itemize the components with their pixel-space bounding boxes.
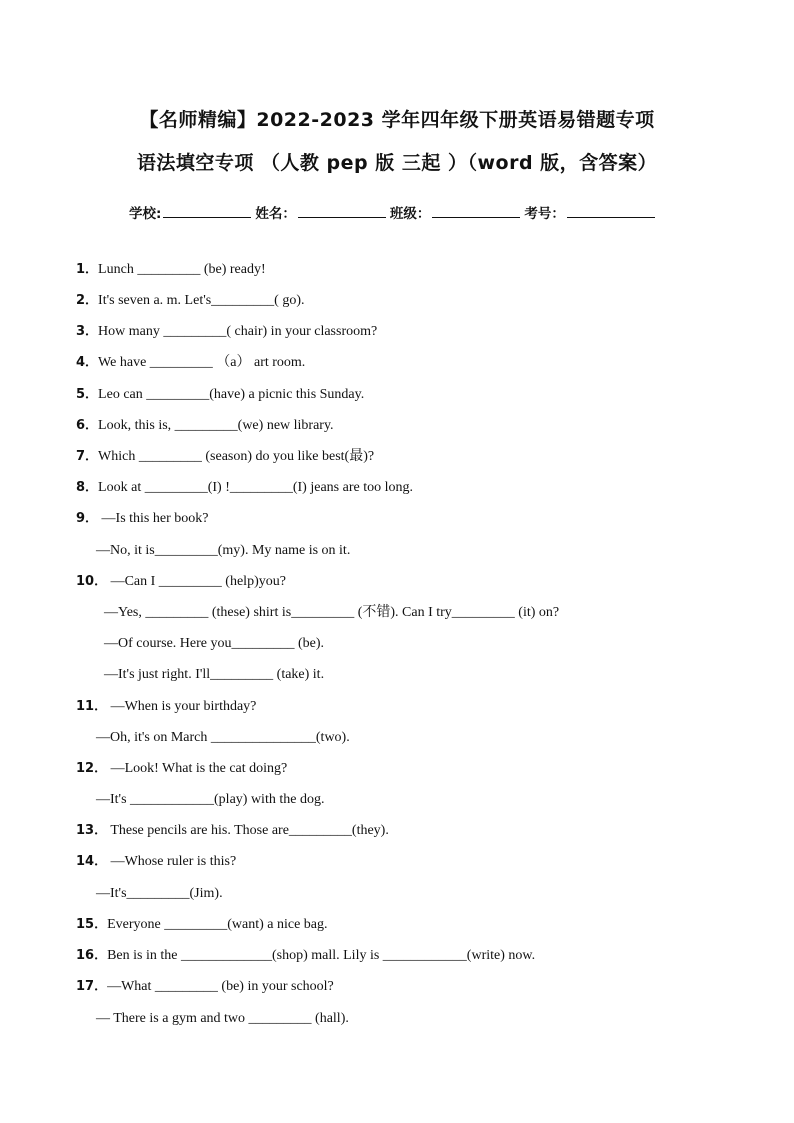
question-number: 11． bbox=[76, 699, 108, 714]
question-text: Ben is in the _____________(shop) mall. Lily is ____________(write) now. bbox=[107, 948, 536, 963]
question-number: 12． bbox=[76, 761, 108, 776]
question-text: —Oh, it's on March _______________(two). bbox=[96, 730, 350, 745]
title-line-1: 【名师精编】2022-2023 学年四年级下册英语易错题专项 bbox=[139, 109, 655, 131]
exam-number-field[interactable] bbox=[567, 204, 655, 218]
question-line bbox=[96, 1010, 349, 1028]
question-number: 6． bbox=[76, 418, 99, 433]
question-line bbox=[76, 354, 305, 372]
question-line bbox=[96, 885, 223, 903]
question-line bbox=[104, 666, 324, 684]
question-line bbox=[76, 417, 334, 435]
question-text: Look at _________(I) !_________(I) jeans are too long. bbox=[98, 480, 413, 495]
question-text: We have _________ （a） art room. bbox=[98, 355, 306, 370]
question-number: 4． bbox=[76, 355, 99, 370]
question-line bbox=[96, 542, 350, 560]
question-text: —Of course. Here you_________ (be). bbox=[104, 636, 325, 651]
question-line bbox=[76, 947, 535, 965]
question-text: —It's ____________(play) with the dog. bbox=[96, 792, 325, 807]
question-line bbox=[76, 760, 287, 778]
question-text: —Whose ruler is this? bbox=[107, 854, 237, 869]
question-number: 3． bbox=[76, 324, 99, 339]
question-text: —When is your birthday? bbox=[107, 699, 257, 714]
question-text: These pencils are his. Those are_________(they). bbox=[107, 823, 389, 838]
question-line bbox=[76, 978, 334, 996]
question-text: —Is this her book? bbox=[98, 511, 209, 526]
question-number: 5． bbox=[76, 387, 99, 402]
question-number: 16． bbox=[76, 948, 108, 963]
question-number: 2． bbox=[76, 293, 99, 308]
school-field[interactable] bbox=[163, 204, 251, 218]
name-label: 姓名： bbox=[255, 206, 296, 222]
question-text: —No, it is_________(my). My name is on it. bbox=[96, 543, 351, 558]
question-text: Look, this is, _________(we) new library. bbox=[98, 418, 334, 433]
class-field[interactable] bbox=[432, 204, 520, 218]
question-text: —Yes, _________ (these) shirt is_________ (不错). Can I try_________ (it) on? bbox=[104, 605, 560, 620]
question-line bbox=[96, 791, 324, 809]
question-text: —It's just right. I'll_________ (take) it. bbox=[104, 667, 325, 682]
question-number: 7． bbox=[76, 449, 99, 464]
question-number: 17． bbox=[76, 979, 108, 994]
question-text: Which _________ (season) do you like best(最)? bbox=[98, 449, 375, 464]
question-text: —Can I _________ (help)you? bbox=[107, 574, 286, 589]
question-number: 13． bbox=[76, 823, 108, 838]
question-number: 14． bbox=[76, 854, 108, 869]
question-text: Everyone _________(want) a nice bag. bbox=[107, 917, 328, 932]
question-number: 8． bbox=[76, 480, 99, 495]
question-text: Leo can _________(have) a picnic this Sunday. bbox=[98, 387, 365, 402]
question-text: —Look! What is the cat doing? bbox=[107, 761, 288, 776]
question-line bbox=[76, 916, 328, 934]
question-number: 10． bbox=[76, 574, 108, 589]
question-line bbox=[76, 386, 364, 404]
question-text: —It's_________(Jim). bbox=[96, 886, 223, 901]
question-line bbox=[104, 635, 324, 653]
school-label: 学校: bbox=[129, 206, 162, 222]
exam-number-label: 考号： bbox=[524, 206, 565, 222]
student-info-row bbox=[129, 202, 689, 222]
question-line bbox=[76, 448, 374, 466]
question-text: Lunch _________ (be) ready! bbox=[98, 262, 266, 277]
question-line bbox=[76, 479, 413, 497]
question-text: It's seven a. m. Let's_________( go). bbox=[98, 293, 305, 308]
question-line bbox=[76, 573, 286, 591]
question-number: 15． bbox=[76, 917, 108, 932]
question-text: — There is a gym and two _________ (hall). bbox=[96, 1011, 349, 1026]
question-text: —What _________ (be) in your school? bbox=[107, 979, 334, 994]
question-line bbox=[76, 292, 305, 310]
question-number: 9． bbox=[76, 511, 99, 526]
question-line bbox=[76, 853, 236, 871]
name-field[interactable] bbox=[298, 204, 386, 218]
question-line bbox=[96, 729, 350, 747]
question-line bbox=[76, 261, 266, 279]
question-line bbox=[76, 323, 377, 341]
question-text: How many _________( chair) in your classroom? bbox=[98, 324, 378, 339]
class-label: 班级： bbox=[389, 206, 431, 222]
question-line bbox=[104, 604, 559, 622]
question-line bbox=[76, 822, 389, 840]
question-line bbox=[76, 698, 256, 716]
question-line bbox=[76, 510, 208, 528]
title-line-2: 语法填空专项 （人教 pep 版 三起 ）（word 版，含答案） bbox=[136, 152, 658, 174]
question-number: 1． bbox=[76, 262, 99, 277]
